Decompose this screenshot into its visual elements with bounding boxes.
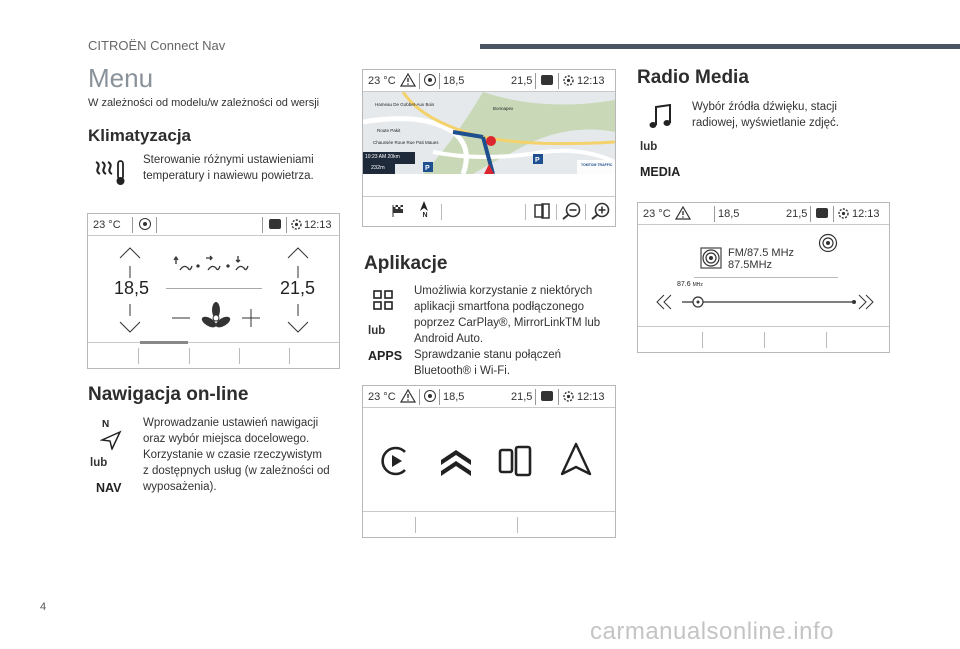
radio-heading: Radio Media — [637, 67, 749, 88]
radio-desc: Wybór źródła dźwięku, stacji radiowej, wyświetlanie zdjęć. — [692, 101, 840, 129]
svg-text:P: P — [425, 165, 430, 172]
nav-button-label: NAV — [96, 481, 122, 495]
carplay-icon[interactable] — [379, 444, 413, 478]
menu-subtitle: W zależności od modelu/w zależności od wersji — [88, 97, 320, 109]
klimatyzacja-desc: Sterowanie różnymi ustawieniami temperatury i nawiewu powietrza. — [143, 154, 314, 182]
compass-icon[interactable]: N — [418, 200, 430, 219]
nav-toolbar — [363, 196, 615, 226]
tuner-slider[interactable] — [654, 291, 876, 313]
left-temp-value: 18,5 — [114, 278, 150, 298]
map-label: Hameau De Gobbet-Aux Bois — [375, 102, 435, 107]
divider — [694, 277, 838, 278]
station-name: FM/87.5 MHz — [728, 247, 795, 259]
menu-title: Menu — [88, 63, 154, 93]
map-view[interactable] — [363, 92, 615, 174]
header-title: CITROËN Connect Nav — [88, 38, 226, 53]
gps-icon — [423, 389, 437, 403]
phone-icon — [540, 74, 554, 86]
screen-footer — [88, 342, 339, 368]
citroen-chevrons-icon[interactable] — [438, 444, 474, 478]
apps-button-label: APPS — [368, 349, 403, 363]
aplikacje-heading: Aplikacje — [364, 253, 448, 274]
settings-icon — [837, 207, 850, 220]
apps-screen — [362, 385, 616, 538]
zoom-in-icon[interactable] — [590, 202, 610, 220]
eta-display: 10:23 AM 20km — [365, 154, 400, 160]
warning-icon — [400, 389, 416, 403]
header-bar — [480, 44, 960, 49]
phone-icon — [815, 207, 829, 219]
nawigacja-desc: Wprowadzanie ustawień nawigacji oraz wybór miejsca docelowego. Korzystanie w czasie rzeczywistym z dostępnych usług (w zależności od wyposażenia). — [143, 417, 330, 493]
radio-screen — [637, 202, 890, 353]
nawigacja-heading: Nawigacja on-line — [88, 384, 249, 405]
status-bar: 23 °C 12:13 — [88, 214, 339, 236]
gps-icon — [423, 73, 437, 87]
radio-lub: lub — [640, 141, 658, 153]
map-layers-icon[interactable] — [533, 203, 551, 219]
screen-footer — [363, 511, 615, 537]
airflow-mode-icons[interactable] — [172, 252, 262, 276]
tuner-frequency: 87.6 MHz — [677, 281, 703, 288]
nawigacja-lub: lub — [90, 457, 108, 469]
destination-flag-icon[interactable] — [391, 203, 405, 217]
apps-grid-icon — [373, 290, 393, 310]
settings-icon — [562, 74, 575, 87]
watermark: carmanualsonline.info — [590, 618, 834, 645]
fan-control[interactable] — [166, 302, 266, 334]
station-frequency: 87.5MHz — [728, 259, 773, 271]
radio-station-icon — [700, 247, 722, 269]
screen-footer — [638, 326, 889, 352]
status-bar: 23 °C 18,5 21,5 12:13 — [363, 70, 615, 92]
svg-text:P: P — [535, 157, 540, 164]
status-bar: 23 °C 18,5 21,5 12:13 — [638, 203, 889, 225]
aplikacje-desc: Umożliwia korzystanie z niektórych aplikacji smartfona podłączonego poprzez CarPlay®, MirrorLinkTM lub Android Auto. Sprawdzanie stanu połączeń Bluetooth® i Wi-Fi. — [414, 285, 601, 377]
android-auto-icon[interactable] — [559, 442, 593, 478]
right-temp-value: 21,5 — [280, 278, 316, 298]
climate-icon — [92, 158, 128, 188]
radio-source-icon[interactable] — [818, 233, 838, 253]
map-label: Bonnapex — [493, 106, 514, 111]
zoom-out-icon[interactable] — [561, 202, 581, 220]
map-label: Chaussée Roue Rue Pati Maues — [373, 140, 439, 145]
klimatyzacja-heading: Klimatyzacja — [88, 126, 191, 145]
settings-icon — [562, 390, 575, 403]
map-label: Route Pakit — [377, 128, 401, 133]
warning-icon — [675, 206, 691, 220]
settings-icon — [290, 218, 303, 231]
climate-screen — [87, 213, 340, 369]
page-number: 4 — [40, 601, 47, 613]
traffic-logo: TOMTOM TRAFFIC — [581, 163, 613, 167]
mirrorlink-icon[interactable] — [497, 444, 533, 478]
warning-icon — [400, 73, 416, 87]
music-note-icon — [648, 103, 674, 131]
navigation-icon: N — [100, 419, 122, 450]
navigation-screen — [362, 69, 616, 227]
status-bar: 23 °C 18,5 21,5 12:13 — [363, 386, 615, 408]
fan-icon — [200, 302, 232, 330]
divider — [166, 288, 262, 289]
media-button-label: MEDIA — [640, 165, 681, 179]
aplikacje-lub: lub — [368, 325, 386, 337]
phone-icon — [540, 390, 554, 402]
gps-icon — [138, 217, 152, 231]
phone-icon — [268, 218, 282, 230]
distance-display: 232m — [371, 165, 385, 171]
